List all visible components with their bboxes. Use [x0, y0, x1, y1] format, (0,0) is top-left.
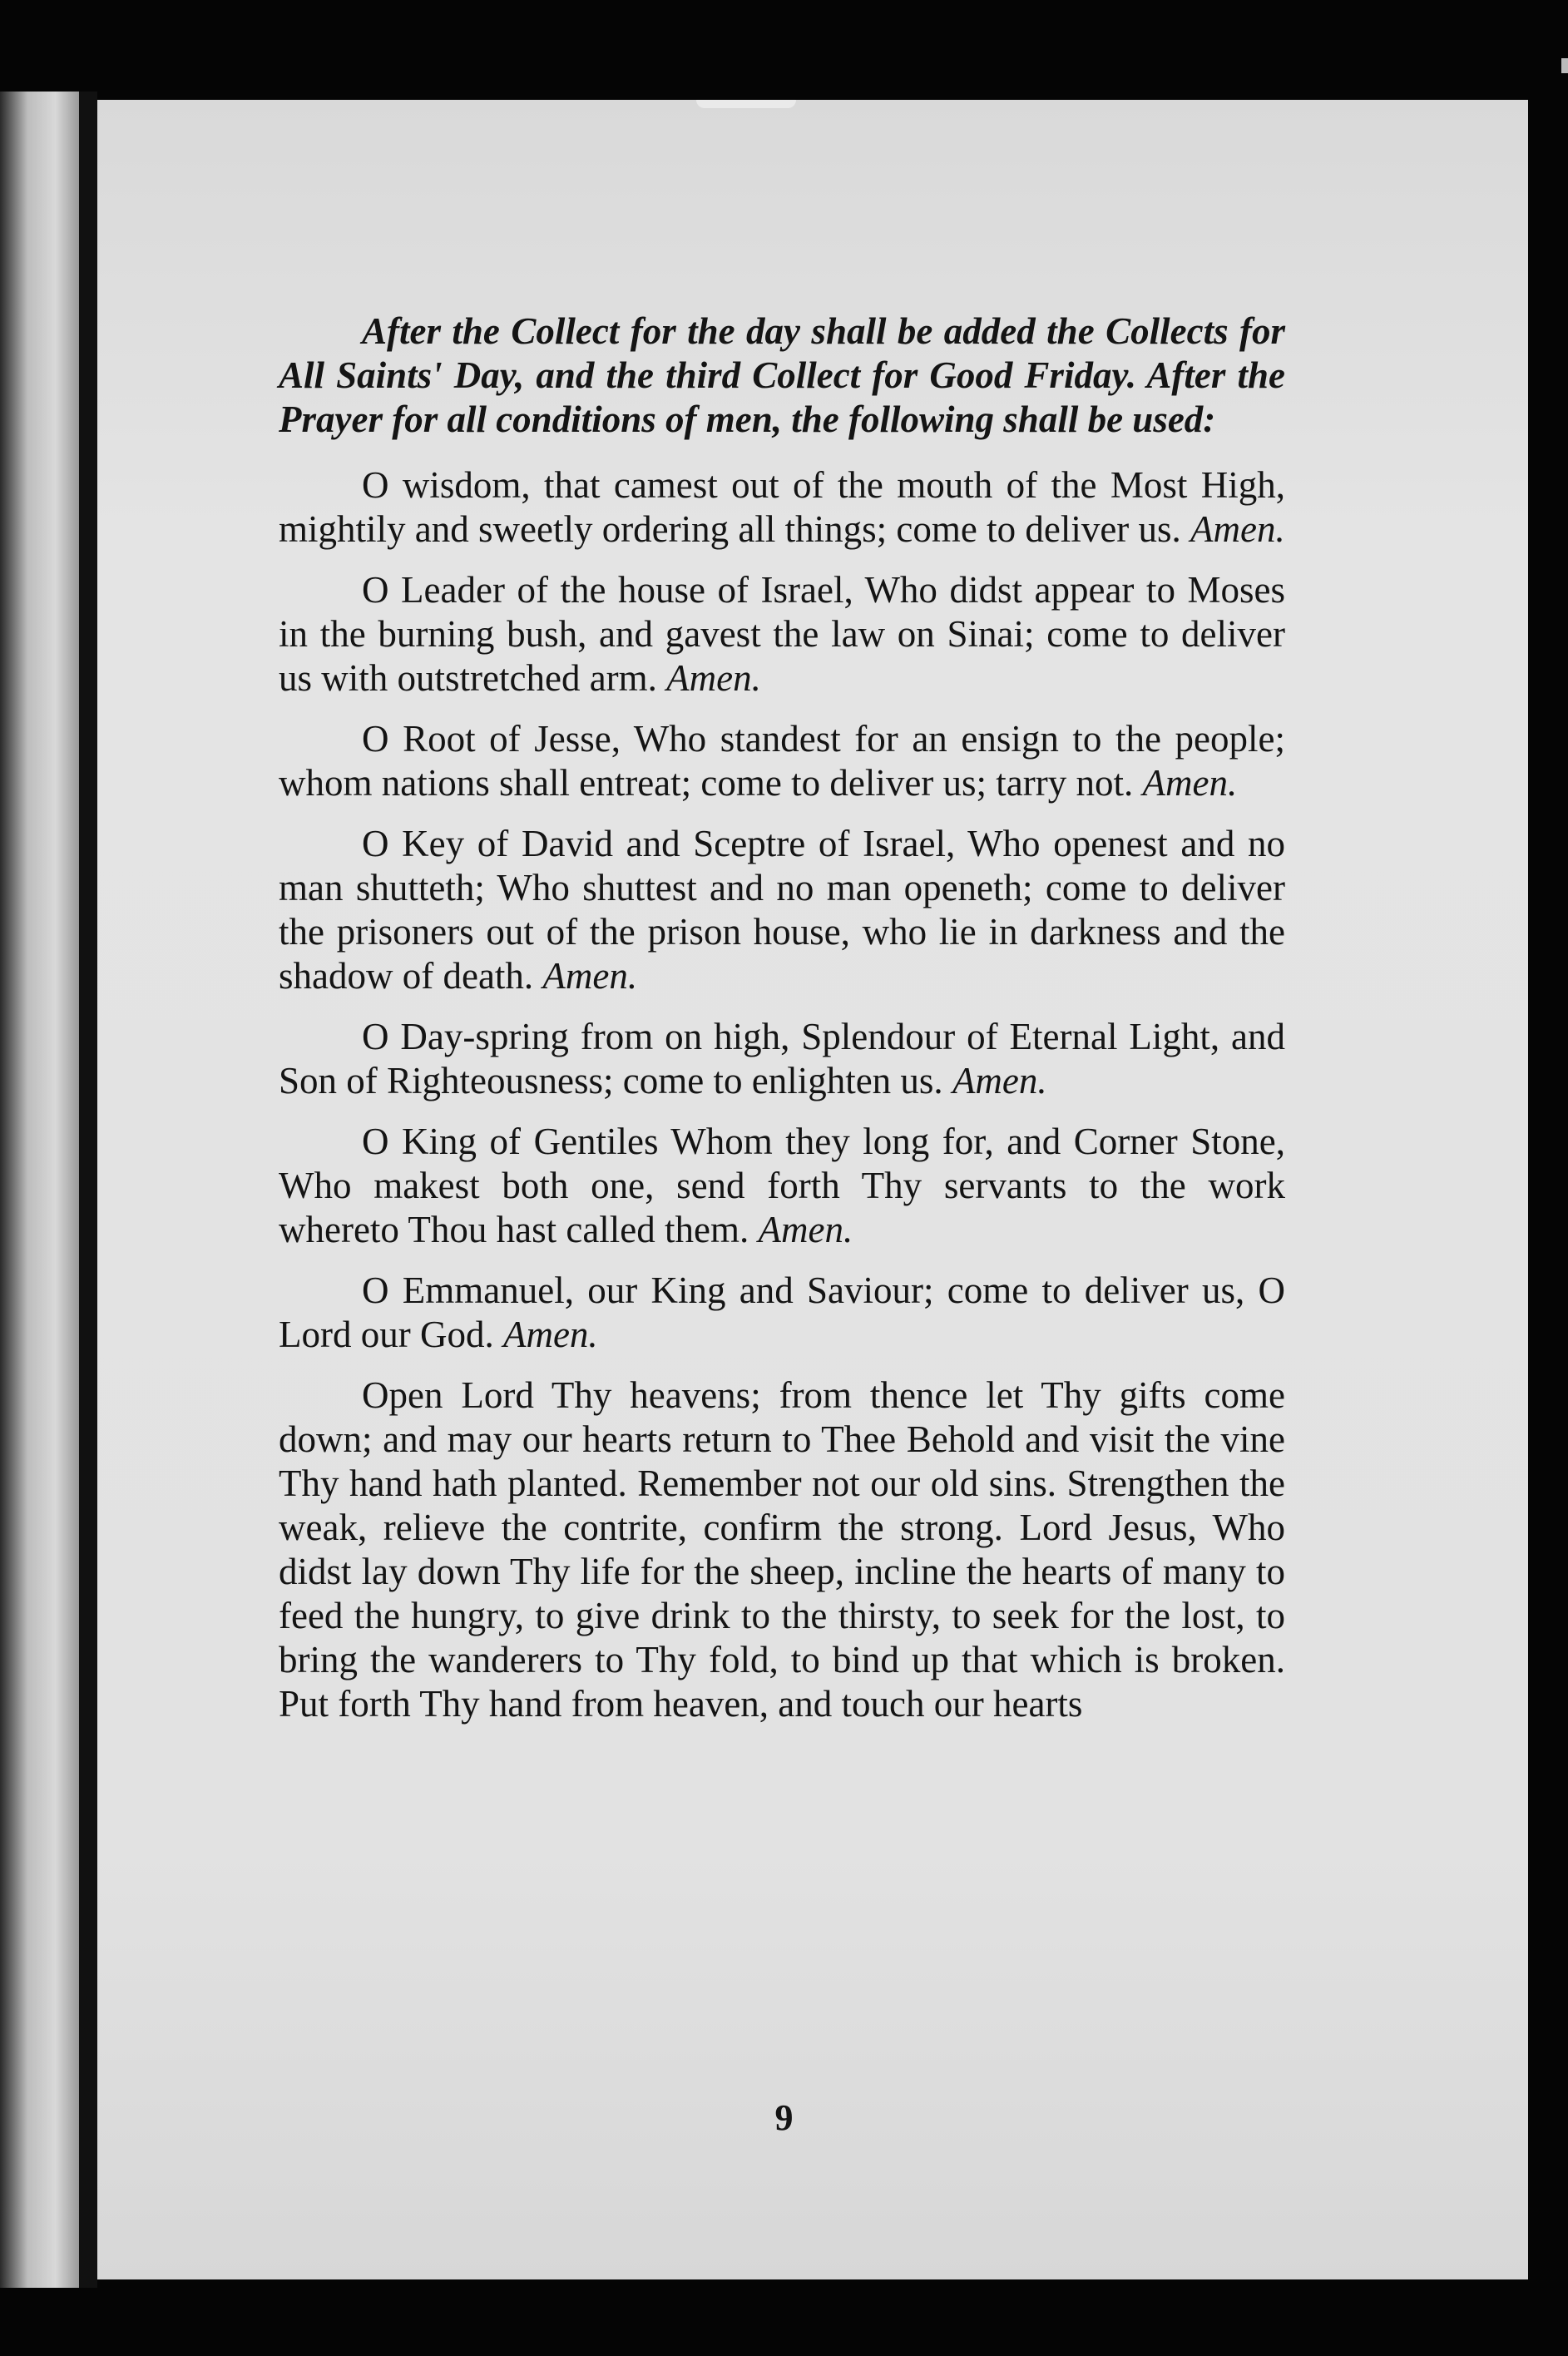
paragraph-text: Open Lord Thy heavens; from thence let Thy gifts come down; and may our hearts return to Thee Behold and visit the vine Thy hand hath planted. Remember not our old sins. Strengthen the weak, relieve the contrite, confirm the strong. Lord Jesus, Who didst lay down Thy life for the sheep, incline the hearts of many to feed the hungry, to give drink to the thirsty, to seek for the lost, to bring the wanderers to Thy fold, to bind up that which is broken. Put forth Thy hand from heaven, and touch our hearts: [279, 1374, 1285, 1725]
gutter-shadow: [79, 92, 97, 2288]
paragraph-text: O wisdom, that camest out of the mouth of the Most High, mightily and sweetly ordering all things; come to deliver us.: [279, 464, 1285, 550]
antiphon-king: [279, 1120, 1285, 1252]
antiphon-dayspring: [279, 1015, 1285, 1103]
paragraph-text: O Leader of the house of Israel, Who didst appear to Moses in the burning bush, and gavest the law on Sinai; come to deliver us with outstretched arm.: [279, 569, 1285, 699]
paragraph-text: O Key of David and Sceptre of Israel, Who openest and no man shutteth; Who shuttest and no man openeth; come to deliver the prisoners out of the prison house, who lie in darkness and the shadow of death.: [279, 823, 1285, 997]
amen: Amen.: [1190, 508, 1285, 550]
paragraph-text: O Emmanuel, our King and Saviour; come to deliver us, O Lord our God.: [279, 1270, 1285, 1355]
amen: Amen.: [1142, 762, 1238, 804]
antiphon-emmanuel: [279, 1269, 1285, 1357]
left-page-edge: [0, 92, 79, 2288]
page-number: 9: [774, 2097, 794, 2138]
amen: Amen.: [502, 1314, 598, 1355]
paragraph-text: O Root of Jesse, Who standest for an ensign to the people; whom nations shall entreat; come to deliver us; tarry not.: [279, 718, 1285, 804]
amen: Amen.: [952, 1060, 1047, 1101]
scan-top-mark: [696, 100, 796, 108]
paragraph-text: O Day-spring from on high, Splendour of Eternal Light, and Son of Righteousness; come to enlighten us.: [279, 1016, 1285, 1101]
page-text: [279, 309, 1285, 1743]
antiphon-root: [279, 717, 1285, 805]
paragraph-text: O King of Gentiles Whom they long for, and Corner Stone, Who makest both one, send forth Thy servants to the work whereto Thou hast called them.: [279, 1121, 1285, 1250]
amen: Amen.: [542, 955, 638, 997]
rubric-paragraph: After the Collect for the day shall be added the Collects for All Saints' Day, and the third Collect for Good Friday. After the Prayer for all conditions of men, the following shall be used:: [279, 310, 1285, 440]
scan-speck: [1561, 58, 1568, 73]
prayer-open-lord: [279, 1374, 1285, 1726]
antiphon-leader: [279, 568, 1285, 700]
amen: Amen.: [758, 1209, 853, 1250]
antiphon-key: [279, 822, 1285, 998]
amen: Amen.: [666, 657, 761, 699]
antiphon-wisdom: [279, 463, 1285, 552]
